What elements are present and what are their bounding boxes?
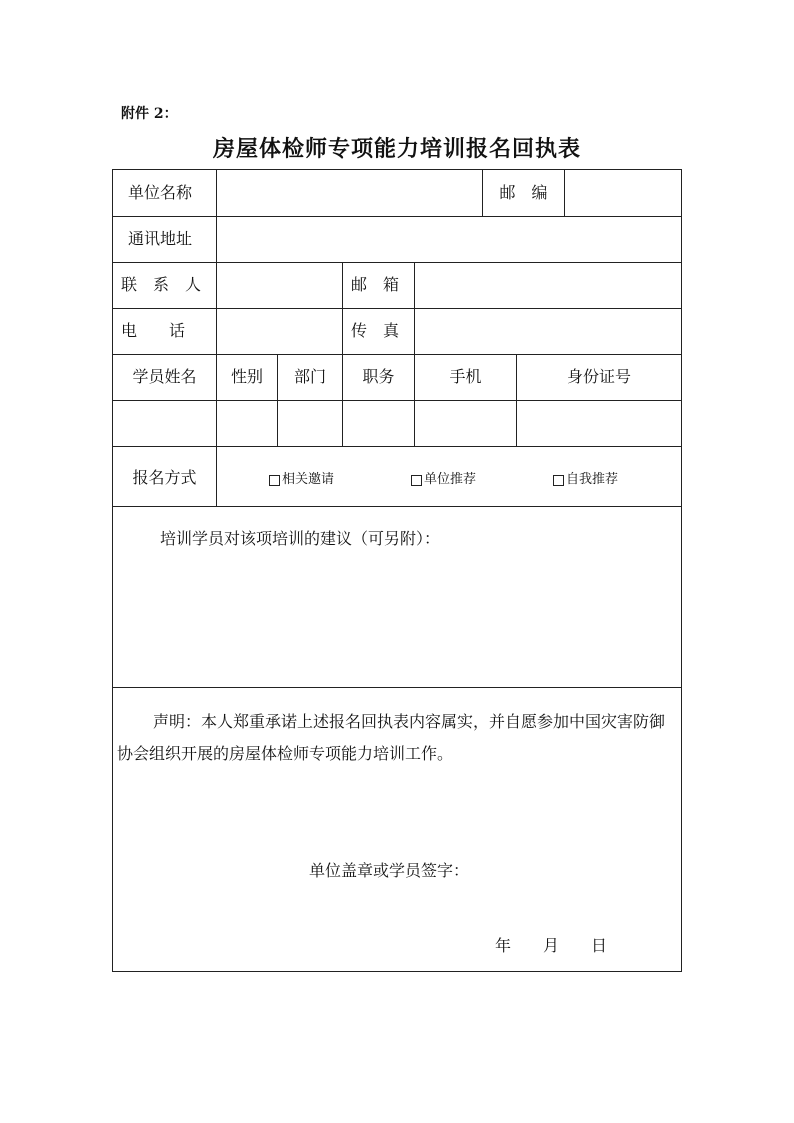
date-year-label: 年 bbox=[495, 936, 512, 955]
option-self-recommendation[interactable] bbox=[553, 471, 618, 489]
option-label: 单位推荐 bbox=[424, 472, 477, 487]
checkbox-icon[interactable] bbox=[269, 475, 280, 486]
date-month-label: 月 bbox=[543, 936, 560, 955]
row-divider bbox=[113, 446, 681, 447]
suggestion-prompt: 培训学员对该项培训的建议（可另附）： bbox=[160, 529, 441, 548]
unit-name-label: 单位名称 bbox=[128, 183, 193, 202]
postal-code-field[interactable] bbox=[565, 171, 680, 215]
postal-code-label: 邮 编 bbox=[499, 183, 548, 202]
option-unit-recommendation[interactable] bbox=[411, 471, 476, 489]
attachment-label: 附件 2： bbox=[121, 106, 178, 122]
declaration-text: 声明：本人郑重承诺上述报名回执表内容属实，并自愿参加中国灾害防御协会组织开展的房屋体检师专项能力培训工作。 bbox=[117, 712, 666, 763]
department-field[interactable] bbox=[278, 401, 342, 445]
position-field[interactable] bbox=[343, 401, 414, 445]
fax-label: 传 真 bbox=[351, 321, 400, 340]
row-divider bbox=[113, 354, 681, 355]
registration-method-label: 报名方式 bbox=[132, 468, 197, 487]
option-label: 自我推荐 bbox=[566, 472, 619, 487]
email-label: 邮 箱 bbox=[351, 275, 400, 294]
mobile-field[interactable] bbox=[415, 401, 516, 445]
address-field[interactable] bbox=[217, 217, 680, 261]
id-number-field[interactable] bbox=[517, 401, 680, 445]
phone-field[interactable] bbox=[217, 309, 341, 353]
trainee-name-header: 学员姓名 bbox=[132, 367, 197, 386]
date-day-label: 日 bbox=[591, 936, 608, 955]
department-header: 部门 bbox=[293, 367, 326, 386]
mobile-header: 手机 bbox=[449, 367, 482, 386]
contact-label: 联 系 人 bbox=[121, 275, 202, 294]
suggestion-field[interactable] bbox=[114, 560, 680, 686]
registration-form-table bbox=[112, 169, 682, 972]
fax-field[interactable] bbox=[415, 309, 680, 353]
id-number-header: 身份证号 bbox=[566, 367, 631, 386]
signature-label: 单位盖章或学员签字： bbox=[309, 861, 470, 880]
form-title: 房屋体检师专项能力培训报名回执表 bbox=[212, 136, 581, 162]
row-divider bbox=[113, 506, 681, 507]
unit-name-field[interactable] bbox=[217, 171, 481, 215]
option-label: 相关邀请 bbox=[282, 472, 335, 487]
row-divider bbox=[113, 687, 681, 688]
address-label: 通讯地址 bbox=[128, 229, 193, 248]
option-invitation[interactable] bbox=[269, 471, 334, 489]
position-header: 职务 bbox=[362, 367, 395, 386]
checkbox-icon[interactable] bbox=[553, 475, 564, 486]
trainee-name-field[interactable] bbox=[114, 401, 215, 445]
contact-field[interactable] bbox=[217, 263, 341, 307]
gender-header: 性别 bbox=[230, 367, 263, 386]
gender-field[interactable] bbox=[217, 401, 277, 445]
checkbox-icon[interactable] bbox=[411, 475, 422, 486]
phone-label: 电 话 bbox=[121, 321, 186, 340]
email-field[interactable] bbox=[415, 263, 680, 307]
